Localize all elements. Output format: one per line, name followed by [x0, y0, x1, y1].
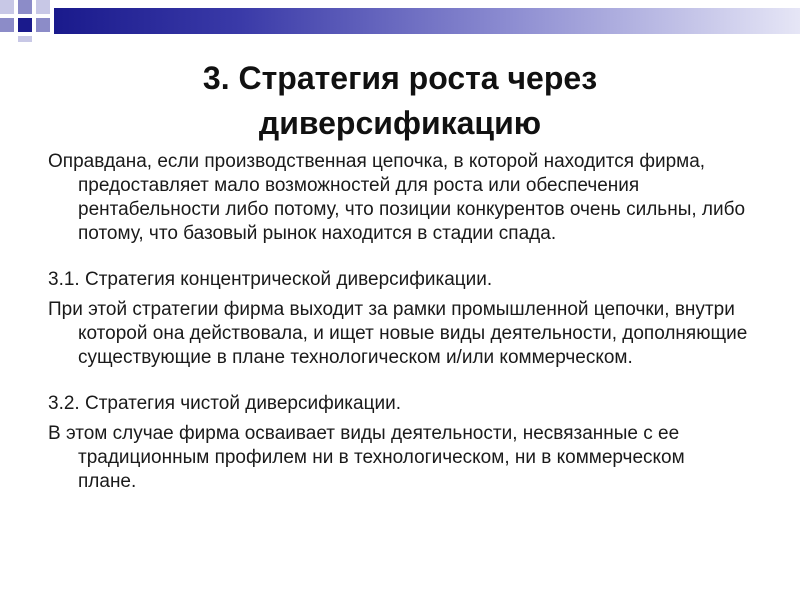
slide-title [70, 56, 730, 146]
section-heading-3-1: 3.1. Стратегия концентрической диверсификации. [48, 269, 493, 290]
decor-square [18, 36, 32, 42]
slide-title-line-1: 3. Стратегия роста через [202, 60, 598, 96]
decor-square [18, 18, 32, 32]
decor-square [18, 0, 32, 14]
section-heading-3-2: 3.2. Стратегия чистой диверсификации. [48, 393, 401, 414]
paragraph-3-1: При этой стратегии фирма выходит за рамки промышленной цепочки, внутри которой она действовала, и ищет новые виды деятельности, дополняющие существующие в плане технологическом и/или коммерческом. [48, 299, 748, 368]
header-gradient-bar [54, 8, 800, 34]
decor-square [36, 18, 50, 32]
paragraph-3-2: В этом случае фирма осваивает виды деятельности, несвязанные с ее традиционным профилем ни в технологическом, ни в коммерческом плане. [48, 423, 685, 492]
decor-square [0, 0, 14, 14]
slide-title-line-2: диверсификацию [258, 105, 542, 141]
decor-square [0, 18, 14, 32]
header-decoration [0, 0, 800, 34]
slide-body [48, 150, 748, 494]
paragraph-intro: Оправдана, если производственная цепочка, в которой находится фирма, предоставляет мало возможностей для роста или обеспечения рентабельности либо потому, что позиции конкурентов очень сильны, либо потому, что базовый рынок находится в стадии спада. [48, 151, 746, 244]
decor-square [36, 0, 50, 14]
